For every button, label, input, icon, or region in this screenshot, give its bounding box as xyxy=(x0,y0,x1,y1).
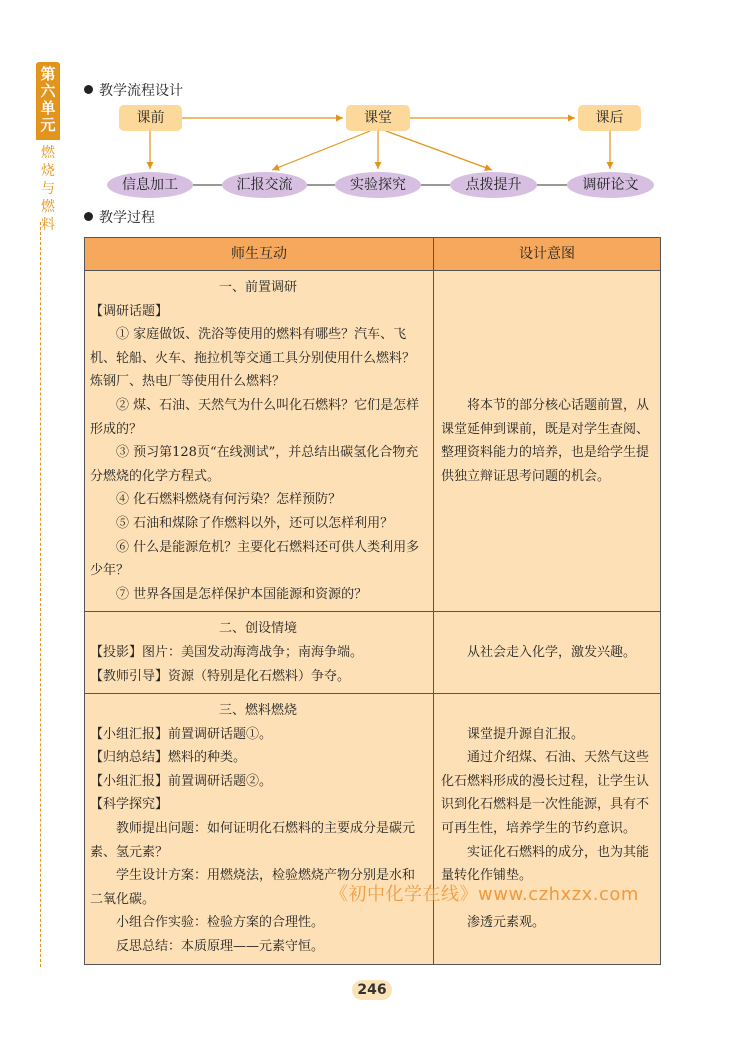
flow-node-research-paper: 调研论文 xyxy=(567,172,654,198)
row1-intent: 将本节的部分核心话题前置，从课堂延伸到课前，既是对学生查阅、整理资料能力的培养，也是给学生提供独立辩证思考问题的机会。 xyxy=(441,397,650,484)
arrow-class-to-guide xyxy=(386,131,492,170)
flow-node-pre-class: 课前 xyxy=(119,105,182,131)
process-section-title: 教学过程 xyxy=(84,207,155,227)
arrow-class-to-report xyxy=(272,131,370,170)
flow-node-guidance: 点拨提升 xyxy=(450,172,537,198)
flow-node-experiment: 实验探究 xyxy=(335,172,421,198)
bullet-icon xyxy=(84,212,93,221)
teaching-flow-diagram xyxy=(0,0,752,230)
flow-section-title: 教学流程设计 xyxy=(84,80,183,100)
header-interaction: 师生互动 xyxy=(85,238,434,271)
table-row xyxy=(85,271,661,612)
row1-interaction: 一、前置调研 【调研话题】 ① 家庭做饭、洗浴等使用的燃料有哪些？汽车、飞机、轮船、火车、拖拉机等交通工具分别使用什么燃料？炼钢厂、热电厂等使用什么燃料？ ② 煤、石油、天然气为什么叫化石燃料？它们是怎样形成的？ ③ 预习第128页“在线测试”，并总结出碳氢化合物充分燃烧的化学方程式。 ④ 化石燃料燃烧有何污染？怎样预防？ ⑤ 石油和煤除了作燃料以外，还可以怎样利用？ ⑥ 什么是能源危机？主要化石燃料还可供人类利用多少年？ ⑦ 世界各国是怎样保护本国能源和资源的？ xyxy=(90,280,420,602)
header-intent: 设计意图 xyxy=(434,238,661,271)
page-number: 246 xyxy=(352,980,392,1000)
table-row xyxy=(85,612,661,694)
flow-node-in-class: 课堂 xyxy=(346,105,410,131)
flow-node-report-exchange: 汇报交流 xyxy=(222,172,307,198)
row2-interaction: 二、创设情境 【投影】图片：美国发动海湾战争；南海争端。 【教师引导】资源（特别是化石燃料）争夺。 xyxy=(90,621,364,684)
row3-interaction: 三、燃料燃烧 【小组汇报】前置调研话题①。 【归纳总结】燃料的种类。 【小组汇报】前置调研话题②。 【科学探究】 教师提出问题：如何证明化石燃料的主要成分是碳元素、氢元素？ 学生设计方案：用燃烧法，检验燃烧产物分别是水和二氧化碳。 小组合作实验：检验方案的合理性。 反思总结：本质原理——元素守恒。 xyxy=(90,703,416,955)
row3-intent: 课堂提升源自汇报。 通过介绍煤、石油、天然气这些化石燃料形成的漫长过程，让学生认识到化石燃料是一次性能源，具有不可再生性，培养学生的节约意识。 实证化石燃料的成分，也为其能量转化作铺垫。 渗透元素观。 xyxy=(441,726,650,931)
flow-node-post-class: 课后 xyxy=(578,105,641,131)
sidebar-dashed-line xyxy=(40,222,41,967)
table-row xyxy=(85,694,661,965)
teaching-process-table xyxy=(84,237,661,965)
row2-intent: 从社会走入化学，激发兴趣。 xyxy=(467,644,637,660)
watermark: 《初中化学在线》www.czhxzx.com xyxy=(330,884,639,905)
unit-topic: 燃 烧 与 燃 料 xyxy=(41,145,55,233)
table-header-row xyxy=(85,238,661,271)
unit-label: 第 六 单 元 xyxy=(36,62,60,140)
flow-node-info-processing: 信息加工 xyxy=(107,172,193,198)
